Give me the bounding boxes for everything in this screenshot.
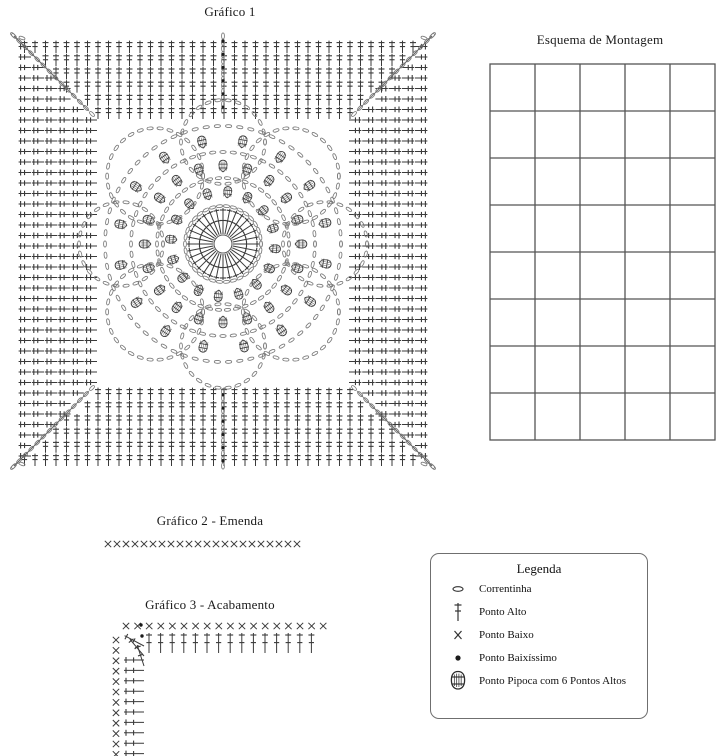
assembly-grid: [486, 60, 716, 445]
legend-row-ponto-baixo: [445, 623, 647, 646]
legend-label-ponto-alto: Ponto Alto: [479, 605, 527, 618]
grafico2-title: Gráfico 2 - Emenda: [156, 513, 264, 528]
double-crochet-icon: [445, 600, 479, 623]
legend-row-ponto-alto: [445, 600, 647, 623]
grafico2-diagram: [100, 532, 320, 556]
legend-label-ponto-baixo: Ponto Baixo: [479, 628, 534, 641]
legend-label-correntinha: Correntinha: [479, 582, 532, 595]
legend-box: [430, 553, 648, 719]
legend-row-ponto-pipoca: [445, 669, 647, 692]
popcorn-stitch-icon: [445, 669, 479, 692]
legend-label-ponto-pipoca: Ponto Pipoca com 6 Pontos Altos: [479, 674, 626, 687]
grafico3-diagram: [108, 618, 348, 756]
single-crochet-icon: [445, 623, 479, 646]
esquema-title: Esquema de Montagem: [536, 32, 664, 47]
legend-row-ponto-baixissimo: [445, 646, 647, 669]
chain-stitch-icon: [445, 577, 479, 600]
grafico1-diagram: [0, 26, 460, 476]
slip-stitch-icon: [445, 646, 479, 669]
legend-label-ponto-baixissimo: Ponto Baixíssimo: [479, 651, 557, 664]
grafico1-title: Gráfico 1: [204, 4, 256, 19]
legend-title: Legenda: [516, 561, 562, 576]
grafico3-title: Gráfico 3 - Acabamento: [145, 597, 275, 612]
legend-row-correntinha: [445, 577, 647, 600]
